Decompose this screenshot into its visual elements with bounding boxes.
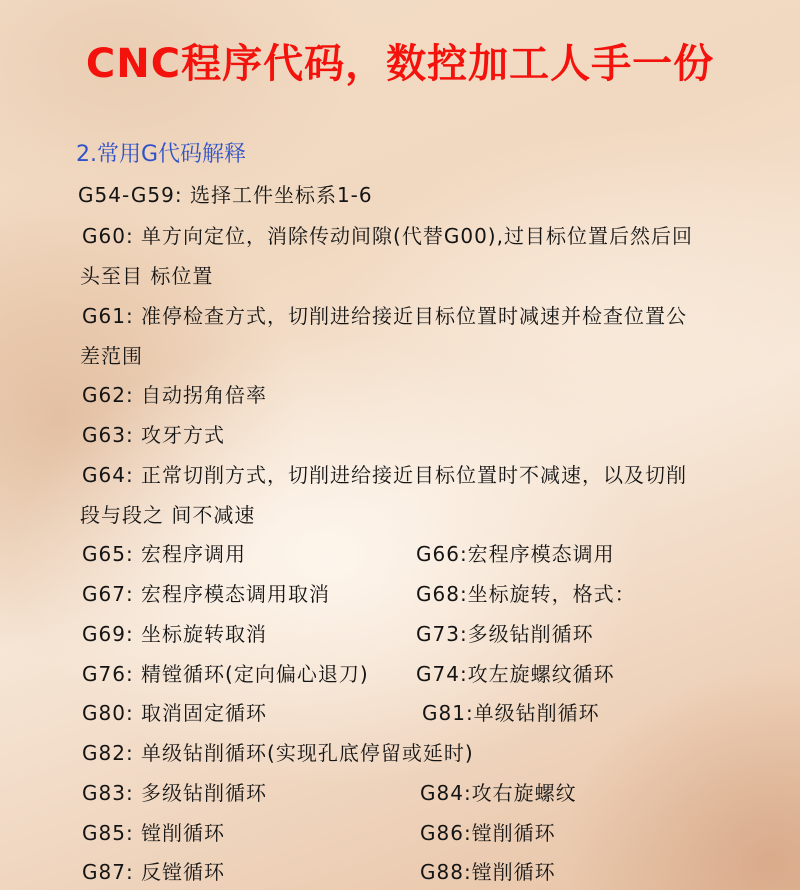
code-g88: G88:镗削循环: [420, 860, 556, 884]
code-g63: G63: 攻牙方式: [82, 423, 226, 447]
code-g60-line2: 头至目 标位置: [80, 264, 214, 288]
code-g83: G83: 多级钻削循环: [82, 781, 268, 805]
code-g68: G68:坐标旋转，格式：: [416, 582, 636, 606]
code-g64-line2: 段与段之 间不减速: [80, 503, 256, 527]
code-g65: G65: 宏程序调用: [82, 542, 247, 566]
code-g86: G86:镗削循环: [420, 821, 556, 845]
code-g82: G82: 单级钻削循环(实现孔底停留或延时): [82, 741, 474, 765]
code-g67: G67: 宏程序模态调用取消: [82, 582, 331, 606]
code-g73: G73:多级钻削循环: [416, 622, 594, 646]
code-g61-line2: 差范围: [80, 344, 143, 368]
code-g76: G76: 精镗循环(定向偏心退刀): [82, 662, 369, 686]
page-title: CNC程序代码，数控加工人手一份: [85, 41, 715, 87]
code-g62: G62: 自动拐角倍率: [82, 383, 268, 407]
code-g54-g59: G54-G59: 选择工件坐标系1-6: [78, 183, 373, 207]
code-g60-line1: G60: 单方向定位，消除传动间隙(代替G00),过目标位置后然后回: [82, 224, 693, 248]
code-g61-line1: G61: 准停检查方式，切削进给接近目标位置时减速并检查位置公: [82, 304, 688, 328]
code-g64-line1: G64: 正常切削方式，切削进给接近目标位置时不减速，以及切削: [82, 463, 688, 487]
code-g80: G80: 取消固定循环: [82, 701, 268, 725]
code-g69: G69: 坐标旋转取消: [82, 622, 268, 646]
code-g74: G74:攻左旋螺纹循环: [416, 662, 615, 686]
code-g81: G81:单级钻削循环: [422, 701, 600, 725]
code-g85: G85: 镗削循环: [82, 821, 226, 845]
section-heading: 2.常用G代码解释: [76, 142, 247, 167]
code-g84: G84:攻右旋螺纹: [420, 781, 577, 805]
code-g66: G66:宏程序模态调用: [416, 542, 615, 566]
code-g87: G87: 反镗循环: [82, 860, 226, 884]
